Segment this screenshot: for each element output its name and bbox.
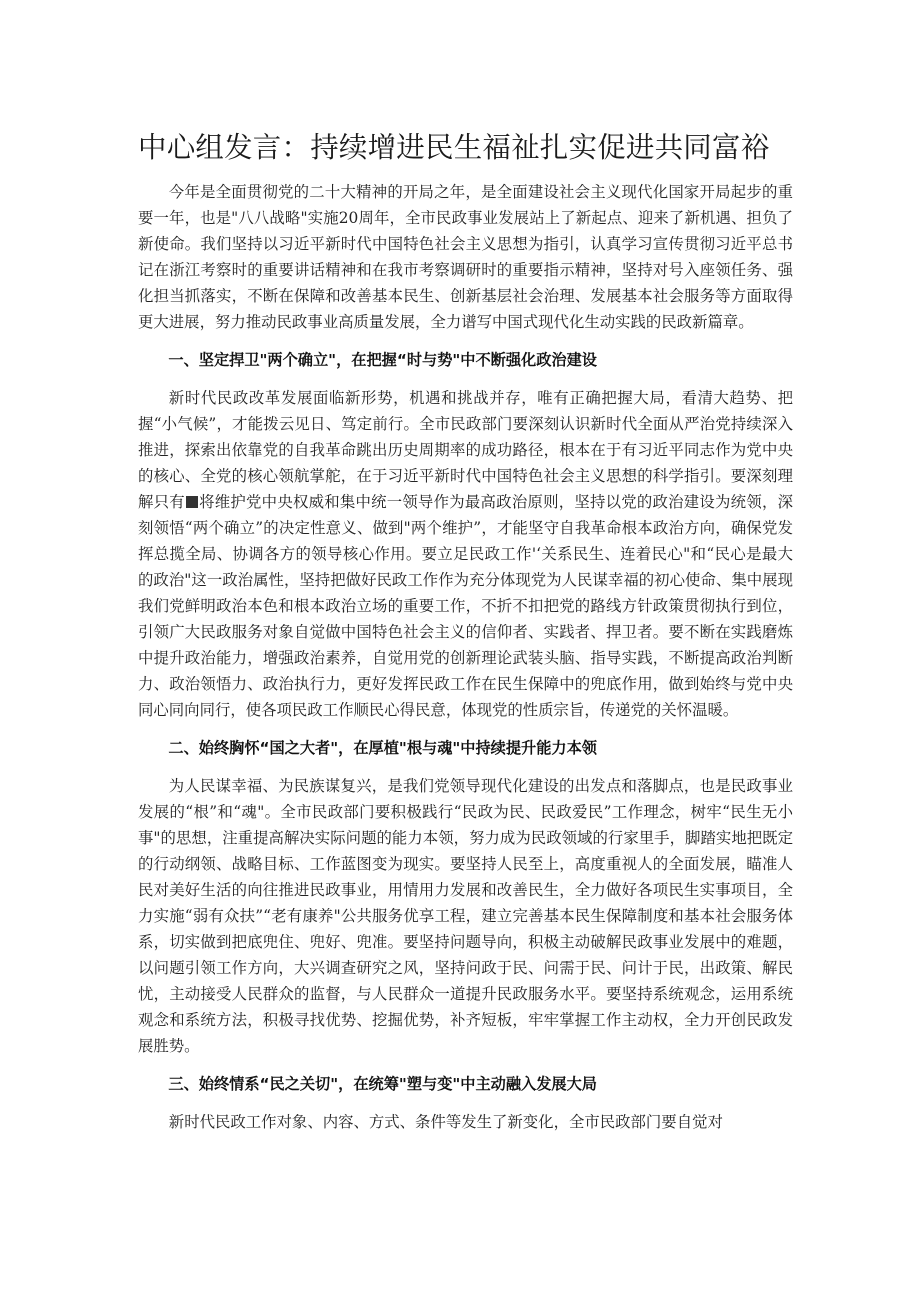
section-1-text-part-1: 新时代民政改革发展面临新形势，机遇和挑战并存，唯有正确把握大局，看清大趋势、把握“小气候”，才能拨云见日、笃定前行。全市民政部门要深刻认识新时代全面从严治党持续深入推进，探索出依靠党的自我革命跳出历史周期率的成功路径，根本在于有习近平同志作为党中央的核心、全党的核心领航掌舵，在于习近平新时代中国特色社会主义思想的科学指引。要深刻理解只有 <box>138 389 793 511</box>
document-body <box>138 179 793 1147</box>
section-2-paragraph: 为人民谋幸福、为民族谋复兴，是我们党领导现代化建设的出发点和落脚点，也是民政事业发展的“根”和“魂"。全市民政部门要积极践行“民政为民、民政爱民”工作理念，树牢“民生无小事"的思想，注重提高解决实际问题的能力本领，努力成为民政领域的行家里手，脚踏实地把既定的行动纲领、战略目标、工作蓝图变为现实。要坚持人民至上，高度重视人的全面发展，瞄准人民对美好生活的向往推进民政事业，用情用力发展和改善民生，全力做好各项民生实事项目，全力实施“弱有众扶”“老有康养"公共服务优享工程，建立完善基本民生保障制度和基本社会服务体系，切实做到把底兜住、兜好、兜准。要坚持问题导向，积极主动破解民政事业发展中的难题，以问题引领工作方向，大兴调查研究之风，坚持问政于民、问需于民、问计于民，出政策、解民忧，主动接受人民群众的监督，与人民群众一道提升民政服务水平。要坚持系统观念，运用系统观念和系统方法，积极寻找优势、挖掘优势，补齐短板，牢牢掌握工作主动权，全力开创民政发展胜势。 <box>138 777 793 1055</box>
section-1-text-part-2: 将维护党中央权威和集中统一领导作为最高政治原则，坚持以党的政治建设为统领，深刻领悟“两个确立”的决定性意义、做到"两个维护”，才能坚守自我革命根本政治方向，确保党发挥总揽全局、协调各方的领导核心作用。要立足民政工作'‘关系民生、连着民心"和“民心是最大的政治"这一政治属性，坚持把做好民政工作作为充分体现党为人民谋幸福的初心使命、集中展现我们党鲜明政治本色和根本政治立场的重要工作，不折不扣把党的路线方针政策贯彻执行到位，引领广大民政服务对象自觉做中国特色社会主义的信仰者、实践者、捍卫者。要不断在实践磨炼中提升政治能力，增强政治素养，自觉用党的创新理论武装头脑、指导实践，不断提高政治判断力、政治领悟力、政治执行力，更好发挥民政工作在民生保障中的兜底作用，做到始终与党中央同心同向同行，使各项民政工作顺民心得民意，体现党的性质宗旨，传递党的关怀温暖。 <box>138 493 793 719</box>
section-2-heading: 二、始终胸怀“国之大者"，在厚植"根与魂"中持续提升能力本领 <box>168 739 597 757</box>
section-3-heading: 三、始终情系“民之关切"，在统筹"塑与变"中主动融入发展大局 <box>168 1075 597 1093</box>
redaction-mark-icon <box>186 496 198 508</box>
section-1-paragraph <box>138 385 793 723</box>
section-3-paragraph: 新时代民政工作对象、内容、方式、条件等发生了新变化，全市民政部门要自觉对 <box>168 1113 723 1131</box>
section-1-heading: 一、坚定捍卫"两个确立"，在把握“时与势"中不断强化政治建设 <box>168 351 597 369</box>
document-title: 中心组发言：持续增进民生福祉扎实促进共同富裕 <box>138 131 770 164</box>
intro-paragraph: 今年是全面贯彻党的二十大精神的开局之年，是全面建设社会主义现代化国家开局起步的重要一年，也是"八八战略"实施20周年，全市民政事业发展站上了新起点、迎来了新机遇、担负了新使命。我们坚持以习近平新时代中国特色社会主义思想为指引，认真学习宣传贯彻习近平总书记在浙江考察时的重要讲话精神和在我市考察调研时的重要指示精神，坚持对号入座领任务、强化担当抓落实，不断在保障和改善基本民生、创新基层社会治理、发展基本社会服务等方面取得更大进展，努力推动民政事业高质量发展，全力谱写中国式现代化生动实践的民政新篇章。 <box>138 183 793 331</box>
